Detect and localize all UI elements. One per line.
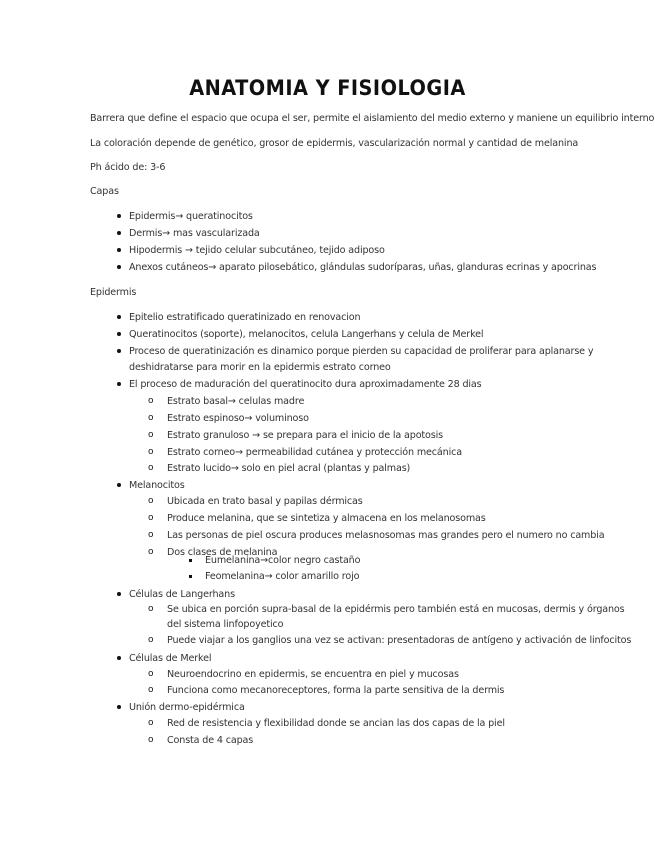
circle-bullet-icon: o <box>148 604 154 614</box>
square-bullet-icon <box>189 559 192 562</box>
circle-bullet-icon: o <box>148 496 154 506</box>
intro-line-ph: Ph ácido de: 3-6 <box>90 162 166 173</box>
sub-list-item: Se ubica en porción supra-basal de la epidérmis pero también está en mucosas, dermis y órganos <box>167 604 625 615</box>
list-item: Epidermis→ queratinocitos <box>129 211 253 222</box>
list-item: Epitelio estratificado queratinizado en renovacion <box>129 312 361 323</box>
bullet-icon <box>117 483 121 487</box>
circle-bullet-icon: o <box>148 735 154 745</box>
sub-list-item: Produce melanina, que se sintetiza y almacena en los melanosomas <box>167 513 486 524</box>
sub-list-item: Red de resistencia y flexibilidad donde se ancian las dos capas de la piel <box>167 718 505 729</box>
bullet-icon <box>117 265 121 269</box>
sub-list-item: Estrato granuloso → se prepara para el inicio de la apotosis <box>167 430 443 441</box>
circle-bullet-icon: o <box>148 718 154 728</box>
square-bullet-icon <box>189 575 192 578</box>
sub-list-item: Puede viajar a los ganglios una vez se activan: presentadoras de antígeno y activación de linfocitos <box>167 635 632 646</box>
epidermis-heading: Epidermis <box>90 287 137 298</box>
sub-sub-list-item: Feomelanina→ color amarillo rojo <box>205 571 360 582</box>
list-item: Células de Merkel <box>129 653 212 664</box>
list-item: El proceso de maduración del queratinocito dura aproximadamente 28 dias <box>129 379 482 390</box>
bullet-icon <box>117 656 121 660</box>
list-item: Células de Langerhans <box>129 589 235 600</box>
list-item: Dermis→ mas vascularizada <box>129 228 260 239</box>
circle-bullet-icon: o <box>148 430 154 440</box>
sub-list-item: Ubicada en trato basal y papilas dérmicas <box>167 496 363 507</box>
bullet-icon <box>117 349 121 353</box>
sub-list-item: Funciona como mecanoreceptores, forma la parte sensitiva de la dermis <box>167 685 505 696</box>
circle-bullet-icon: o <box>148 530 154 540</box>
list-item: Melanocitos <box>129 480 185 491</box>
circle-bullet-icon: o <box>148 635 154 645</box>
intro-line-barrera: Barrera que define el espacio que ocupa el ser, permite el aislamiento del medio externo y maniene un equilibrio interno <box>90 113 655 124</box>
circle-bullet-icon: o <box>148 463 154 473</box>
circle-bullet-icon: o <box>148 513 154 523</box>
bullet-icon <box>117 248 121 252</box>
sub-list-item-continued: del sistema linfopoyetico <box>167 619 284 630</box>
circle-bullet-icon: o <box>148 685 154 695</box>
sub-sub-list-item: Eumelanina→color negro castaño <box>205 555 361 566</box>
bullet-icon <box>117 382 121 386</box>
bullet-icon <box>117 214 121 218</box>
sub-list-item: Estrato corneo→ permeabilidad cutánea y protección mecánica <box>167 447 462 458</box>
capas-heading: Capas <box>90 186 119 197</box>
bullet-icon <box>117 231 121 235</box>
sub-list-item: Consta de 4 capas <box>167 735 254 746</box>
bullet-icon <box>117 332 121 336</box>
intro-line-coloracion: La coloración depende de genético, grosor de epidermis, vascularización normal y cantidad de melanina <box>90 138 579 149</box>
sub-list-item: Estrato lucido→ solo en piel acral (plantas y palmas) <box>167 463 411 474</box>
list-item: Unión dermo-epidérmica <box>129 702 245 713</box>
circle-bullet-icon: o <box>148 447 154 457</box>
sub-list-item: Dos clases de melanina <box>167 547 278 558</box>
sub-list-item: Estrato basal→ celulas madre <box>167 396 305 407</box>
bullet-icon <box>117 592 121 596</box>
list-item: Proceso de queratinización es dinamico porque pierden su capacidad de proliferar para aplanarse y <box>129 346 594 357</box>
list-item-continued: deshidratarse para morir en la epidermis estrato corneo <box>129 362 391 373</box>
sub-list-item: Estrato espinoso→ voluminoso <box>167 413 309 424</box>
bullet-icon <box>117 705 121 709</box>
page-title: ANATOMIA Y FISIOLOGIA <box>189 76 466 100</box>
list-item: Anexos cutáneos→ aparato pilosebático, glándulas sudoríparas, uñas, glanduras ecrinas y apocrinas <box>129 262 597 273</box>
bullet-icon <box>117 315 121 319</box>
sub-list-item: Neuroendocrino en epidermis, se encuentra en piel y mucosas <box>167 669 459 680</box>
circle-bullet-icon: o <box>148 413 154 423</box>
list-item: Queratinocitos (soporte), melanocitos, celula Langerhans y celula de Merkel <box>129 329 484 340</box>
circle-bullet-icon: o <box>148 669 154 679</box>
sub-list-item: Las personas de piel oscura produces melasnosomas mas grandes pero el numero no cambia <box>167 530 605 541</box>
circle-bullet-icon: o <box>148 396 154 406</box>
list-item: Hipodermis → tejido celular subcutáneo, tejido adiposo <box>129 245 385 256</box>
circle-bullet-icon: o <box>148 547 154 557</box>
